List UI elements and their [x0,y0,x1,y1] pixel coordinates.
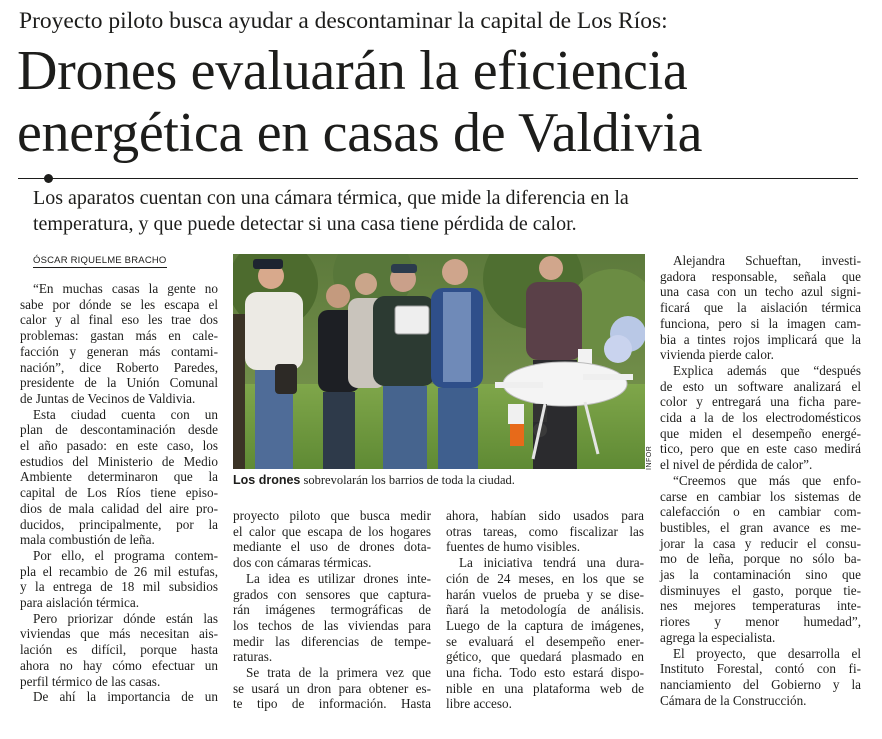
deck [33,185,853,237]
caption-bold: Los drones [233,473,301,487]
text-line: de esto un software analizará el [660,378,861,394]
text-line: funciona, pero si la imagen cam- [660,315,861,331]
text-line: La iniciativa tendrá una dura- [459,555,644,571]
text-line: bia a tintes rojos implicará que la [660,331,861,347]
text-line: para aislación térmica. [20,595,139,611]
text-line: Pero priorizar dónde están las [33,610,218,626]
text-line: disminuyes el gasto, porque tie- [660,582,861,598]
text-line: estudios del Ministerio de Medio [20,453,218,469]
text-line: jas la contaminación sino que [660,567,861,583]
text-line: fuentes de humo visibles. [446,539,581,555]
text-line: gético, que quedará plasmado en [446,649,644,665]
text-line: nación”, dice Roberto Paredes, [20,359,218,375]
text-line: ficará que la aislación térmica [660,300,861,316]
text-line: sabe por dónde se les escapa el [20,296,218,312]
deck-line-2: temperatura, y que puede detectar si una casa tiene pérdida de calor. [33,213,577,235]
text-line: capital de Los Ríos tiene episo- [20,485,218,501]
text-line: facción y generan más contami- [20,343,218,359]
text-line: gadora responsable, señala que [660,268,861,284]
text-line: proyecto piloto que busca medir [233,508,431,523]
kicker: Proyecto piloto busca ayudar a descontaminar la capital de Los Ríos: [19,8,668,34]
text-line: nes mejores temperaturas inte- [660,598,861,614]
text-line: se evaluará el desempeño ener- [446,633,644,649]
text-line: de Juntas de Vecinos de Valdivia. [20,390,196,406]
text-line: una casa con un techo azul signi- [660,284,861,300]
text-line: mo de leña, porque no sólo ba- [660,551,861,567]
text-line: Se trata de la primera vez que [246,665,431,681]
photo-credit: INFOR [646,445,653,470]
text-line: ñará la metodología de análisis. [446,602,644,618]
text-line: otras tareas, como fiscalizar las [446,523,644,539]
text-line: Explica además que “después [673,362,861,378]
text-line: vivienda pierde calor. [660,347,774,363]
photo-caption [233,473,653,488]
text-line: calefacción o en cambiar com- [660,504,861,520]
text-line: una ficha. Todo esto estará dispo- [446,665,644,681]
column-1 [20,281,218,705]
headline-line-1: Drones evaluarán la eficiencia [17,40,688,102]
text-line: presidente de la Unión Comunal [20,375,218,391]
text-line: ción de 24 meses, en los que se [446,570,644,586]
text-line: mala combustión de leña. [20,532,155,548]
text-line: color y entregará una ficha pare- [660,394,861,410]
text-line: Por ello, el programa contem- [33,547,218,563]
headline-line-2: energética en casas de Valdivia [17,102,703,164]
text-line: La idea es utilizar drones inte- [246,570,431,586]
text-line: nanciamiento del Gobierno y la [660,676,861,692]
text-line: El proyecto, que desarrolla el [673,645,861,661]
text-line: Luego de la captura de imágenes, [446,617,644,633]
text-line: el año pasado: en este caso, los [20,438,218,454]
text-line: medir las diferencias de tempe- [233,633,431,649]
text-line: agrega la especialista. [660,629,776,645]
text-line: dios de mala calidad del aire pro- [20,500,218,516]
text-line: Instituto Forestal, contó con fi- [660,661,861,677]
caption-text: sobrevolarán los barrios de toda la ciudad. [300,473,515,487]
text-line: que miden el desempeño energé- [660,425,861,441]
article-photo [233,254,645,469]
text-line: cida a la de los electrodomésticos [660,410,861,426]
column-2 [233,508,431,712]
text-line: lación es difícil, porque hasta [20,642,218,658]
text-line: problemas: gastan más en cale- [20,328,218,344]
text-line: “En muchas casas la gente no [33,281,218,296]
text-line: plan de descontaminación desde [20,422,218,438]
text-line: tico, pero que en este caso medirá [660,441,861,457]
text-line: raturas. [233,649,273,665]
text-line: jorar la casa y reducir el consu- [660,535,861,551]
text-line: De ahí la importancia de un [33,689,218,705]
byline: ÓSCAR RIQUELME BRACHO [33,255,167,266]
headline-rule [18,178,858,179]
text-line: dos con cámaras térmicas. [233,555,372,571]
text-line: Ambiente determinaron que la [20,469,218,485]
text-line: “Creemos que más que enfo- [673,472,861,488]
text-line: nible en una plataforma web de [446,680,644,696]
text-line: libre acceso. [446,696,512,712]
text-line: y la entrega de 18 mil subsidios [20,579,218,595]
text-line: Esta ciudad cuenta con un [33,406,218,422]
text-line: el nivel de pérdida de calor”. [660,457,813,473]
photo-illustration [233,254,645,469]
text-line: ahora no hay cómo efectuar un [20,657,218,673]
text-line: carse en cambiar los sistemas de [660,488,861,504]
text-line: riores y menor humedad”, [660,614,861,630]
text-line: Cámara de la Construcción. [660,692,807,708]
text-line: ducidos, principalmente, por la [20,516,218,532]
column-3 [446,508,644,712]
text-line: pla el recambio de 26 mil estufas, [20,563,218,579]
headline [17,40,867,164]
text-line: te tipo de información. Hasta [233,696,431,712]
headline-rule-dot [44,174,53,183]
text-line: viviendas que más necesitan ais- [20,626,218,642]
text-line: mediante el uso de drones dota- [233,539,431,555]
text-line: se usará un dron para obtener es- [233,680,431,696]
text-line: calor y al final eso les trae dos [20,312,218,328]
text-line: rán imágenes termográficas de [233,602,431,618]
text-line: perfil térmico de las casas. [20,673,161,689]
text-line: Alejandra Schueftan, investi- [673,253,861,268]
column-4 [660,253,861,708]
text-line: bustibles, el gran avance es me- [660,519,861,535]
text-line: harán vuelos de prueba y se dise- [446,586,644,602]
text-line: grados con sensores que captura- [233,586,431,602]
deck-line-1: Los aparatos cuentan con una cámara térmica, que mide la diferencia en la [33,187,629,209]
text-line: los techos de las viviendas para [233,617,431,633]
text-line: el calor que escapa de los hogares [233,523,431,539]
text-line: ahora, habían sido usados para [446,508,644,523]
